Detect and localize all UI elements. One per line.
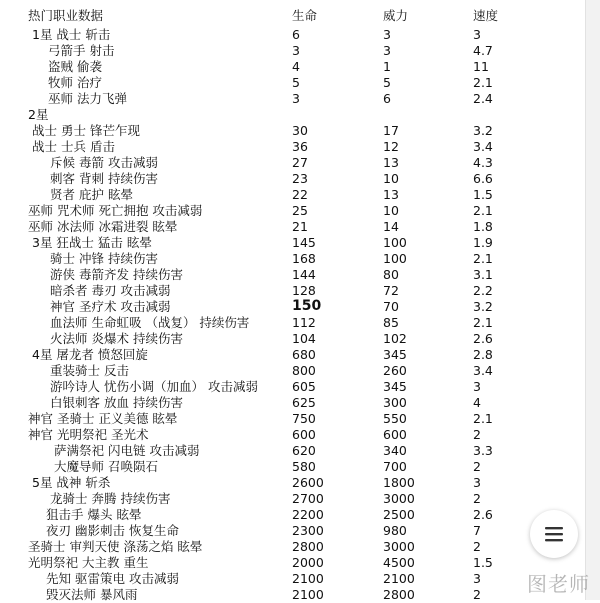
row-speed: 2.6 [473, 331, 493, 346]
row-power: 2500 [383, 507, 415, 522]
row-speed: 2.1 [473, 251, 493, 266]
row-name: 夜刃 幽影刺击 恢复生命 [46, 523, 179, 538]
table-row [0, 43, 600, 59]
row-power: 3 [383, 27, 391, 42]
row-hp: 30 [292, 123, 308, 138]
table-row [0, 555, 600, 571]
row-hp: 21 [292, 219, 308, 234]
row-power: 1800 [383, 475, 415, 490]
row-name: 神官 圣疗术 攻击减弱 [50, 299, 171, 314]
row-hp: 22 [292, 187, 308, 202]
row-hp: 23 [292, 171, 308, 186]
table-row [0, 587, 600, 603]
row-speed: 4.3 [473, 155, 493, 170]
row-name: 游侠 毒箭齐发 持续伤害 [50, 267, 183, 282]
row-speed: 1.5 [473, 187, 493, 202]
row-name: 游吟诗人 忧伤小调（加血） 攻击减弱 [50, 379, 258, 394]
row-hp: 5 [292, 75, 300, 90]
row-speed: 7 [473, 523, 481, 538]
row-name: 巫师 咒术师 死亡拥抱 攻击减弱 [28, 203, 203, 218]
row-name: 白银刺客 放血 持续伤害 [50, 395, 183, 410]
row-power: 100 [383, 235, 407, 250]
table-row [0, 539, 600, 555]
row-speed: 3 [473, 475, 481, 490]
table-row [0, 75, 600, 91]
table-row [0, 523, 600, 539]
row-hp: 25 [292, 203, 308, 218]
table-row [0, 507, 600, 523]
row-name: 重装骑士 反击 [50, 363, 129, 378]
row-speed: 4 [473, 395, 481, 410]
table-row [0, 331, 600, 347]
table-row [0, 315, 600, 331]
row-power: 345 [383, 379, 407, 394]
row-power: 10 [383, 171, 399, 186]
table-row [0, 571, 600, 587]
row-name: 骑士 冲锋 持续伤害 [50, 251, 158, 266]
row-hp: 2200 [292, 507, 324, 522]
row-name: 毁灭法师 暴风雨 [46, 587, 138, 602]
row-speed: 4.7 [473, 43, 493, 58]
row-speed: 6.6 [473, 171, 493, 186]
row-hp: 27 [292, 155, 308, 170]
table-row [0, 219, 600, 235]
row-speed: 2.8 [473, 347, 493, 362]
row-hp: 2000 [292, 555, 324, 570]
table-row [0, 235, 600, 251]
row-power: 13 [383, 187, 399, 202]
row-hp: 112 [292, 315, 316, 330]
row-hp: 605 [292, 379, 316, 394]
row-speed: 2 [473, 539, 481, 554]
row-name: 圣骑士 审判天使 涤荡之焰 眩晕 [28, 539, 203, 554]
row-name: 战士 勇士 锋芒乍现 [32, 123, 140, 138]
row-name: 牧师 治疗 [48, 75, 102, 90]
row-power: 12 [383, 139, 399, 154]
row-name: 先知 驱雷策电 攻击减弱 [46, 571, 179, 586]
row-name: 暗杀者 毒刃 攻击减弱 [50, 283, 171, 298]
header-hp: 生命 [292, 8, 318, 23]
table-row [0, 363, 600, 379]
row-hp: 144 [292, 267, 316, 282]
row-power: 10 [383, 203, 399, 218]
row-name: 5星 战神 斩杀 [32, 475, 111, 490]
row-hp: 600 [292, 427, 316, 442]
table-row [0, 155, 600, 171]
row-speed: 1.5 [473, 555, 493, 570]
table-row [0, 251, 600, 267]
row-power: 13 [383, 155, 399, 170]
row-hp: 3 [292, 43, 300, 58]
row-hp: 620 [292, 443, 316, 458]
row-power: 3000 [383, 539, 415, 554]
row-speed: 3 [473, 27, 481, 42]
table-row [0, 427, 600, 443]
table-row [0, 475, 600, 491]
row-speed: 2.1 [473, 411, 493, 426]
row-hp: 625 [292, 395, 316, 410]
table-row [0, 107, 600, 123]
row-power: 85 [383, 315, 399, 330]
row-name: 神官 圣骑士 正义美德 眩晕 [28, 411, 178, 426]
header-speed: 速度 [473, 8, 499, 23]
row-power: 14 [383, 219, 399, 234]
row-speed: 3 [473, 379, 481, 394]
row-power: 3 [383, 43, 391, 58]
row-power: 2800 [383, 587, 415, 602]
row-hp: 36 [292, 139, 308, 154]
row-hp: 6 [292, 27, 300, 42]
table-row [0, 443, 600, 459]
row-name: 巫师 冰法师 冰霜进裂 眩晕 [28, 219, 178, 234]
row-speed: 3.1 [473, 267, 493, 282]
page-title: 热门职业数据 [28, 8, 104, 23]
table-row [0, 187, 600, 203]
row-hp: 3 [292, 91, 300, 106]
row-hp: 2600 [292, 475, 324, 490]
row-name: 战士 士兵 盾击 [32, 139, 115, 154]
row-name: 刺客 背刺 持续伤害 [50, 171, 158, 186]
row-power: 70 [383, 299, 399, 314]
row-speed: 3 [473, 571, 481, 586]
row-power: 6 [383, 91, 391, 106]
row-speed: 2.1 [473, 203, 493, 218]
row-power: 102 [383, 331, 407, 346]
row-hp: 750 [292, 411, 316, 426]
table-row [0, 283, 600, 299]
row-hp: 680 [292, 347, 316, 362]
menu-button[interactable] [530, 510, 578, 558]
table-row [0, 411, 600, 427]
row-speed: 1.8 [473, 219, 493, 234]
row-speed: 2.4 [473, 91, 493, 106]
table-row [0, 347, 600, 363]
row-name: 狙击手 爆头 眩晕 [46, 507, 142, 522]
row-name: 盗贼 偷袭 [48, 59, 102, 74]
row-hp: 150 [292, 298, 322, 314]
table-row [0, 267, 600, 283]
row-hp: 145 [292, 235, 316, 250]
row-hp: 580 [292, 459, 316, 474]
row-name: 斥候 毒箭 攻击减弱 [50, 155, 158, 170]
row-hp: 104 [292, 331, 316, 346]
table-header [0, 8, 600, 24]
row-power: 100 [383, 251, 407, 266]
row-power: 700 [383, 459, 407, 474]
row-name: 萨满祭祀 闪电链 攻击减弱 [54, 443, 200, 458]
row-name: 光明祭祀 大主教 重生 [28, 555, 149, 570]
row-power: 600 [383, 427, 407, 442]
table-row [0, 395, 600, 411]
scrollbar-track[interactable] [585, 0, 600, 600]
table-row [0, 299, 600, 315]
table-row [0, 491, 600, 507]
row-speed: 1.9 [473, 235, 493, 250]
table-row [0, 27, 600, 43]
row-name: 3星 狂战士 猛击 眩晕 [32, 235, 152, 250]
row-speed: 2 [473, 587, 481, 602]
row-hp: 2100 [292, 587, 324, 602]
row-hp: 128 [292, 283, 316, 298]
table-row [0, 123, 600, 139]
row-name: 4星 屠龙者 愤怒回旋 [32, 347, 148, 362]
row-speed: 3.2 [473, 299, 493, 314]
row-speed: 2.6 [473, 507, 493, 522]
table-row [0, 203, 600, 219]
row-hp: 2800 [292, 539, 324, 554]
row-power: 345 [383, 347, 407, 362]
row-power: 2100 [383, 571, 415, 586]
row-name: 1星 战士 斩击 [32, 27, 111, 42]
table-row [0, 59, 600, 75]
row-speed: 3.2 [473, 123, 493, 138]
watermark: 图老师 [527, 572, 590, 596]
row-speed: 3.4 [473, 139, 493, 154]
table-row [0, 91, 600, 107]
row-power: 1 [383, 59, 391, 74]
row-hp: 4 [292, 59, 300, 74]
row-power: 17 [383, 123, 399, 138]
row-speed: 2.1 [473, 315, 493, 330]
row-speed: 2 [473, 491, 481, 506]
row-power: 80 [383, 267, 399, 282]
row-power: 72 [383, 283, 399, 298]
row-hp: 800 [292, 363, 316, 378]
row-name: 2星 [28, 107, 49, 122]
row-power: 300 [383, 395, 407, 410]
row-name: 贤者 庇护 眩晕 [50, 187, 133, 202]
row-name: 血法师 生命虹吸 （战复） 持续伤害 [50, 315, 250, 330]
row-power: 550 [383, 411, 407, 426]
row-speed: 2 [473, 459, 481, 474]
row-power: 3000 [383, 491, 415, 506]
row-hp: 2100 [292, 571, 324, 586]
table-row [0, 171, 600, 187]
header-power: 威力 [383, 8, 409, 23]
row-name: 神官 光明祭祀 圣光术 [28, 427, 149, 442]
table-row [0, 459, 600, 475]
table-row [0, 139, 600, 155]
row-power: 4500 [383, 555, 415, 570]
row-speed: 11 [473, 59, 489, 74]
row-hp: 168 [292, 251, 316, 266]
row-speed: 2 [473, 427, 481, 442]
row-speed: 3.3 [473, 443, 493, 458]
hamburger-menu-icon [542, 522, 566, 546]
row-power: 260 [383, 363, 407, 378]
row-name: 火法师 炎爆术 持续伤害 [50, 331, 183, 346]
row-hp: 2300 [292, 523, 324, 538]
row-name: 龙骑士 奔腾 持续伤害 [50, 491, 171, 506]
row-hp: 2700 [292, 491, 324, 506]
row-speed: 3.4 [473, 363, 493, 378]
row-speed: 2.1 [473, 75, 493, 90]
row-power: 5 [383, 75, 391, 90]
row-power: 980 [383, 523, 407, 538]
row-name: 巫师 法力飞弹 [48, 91, 127, 106]
table-row [0, 379, 600, 395]
row-name: 大魔导师 召唤陨石 [54, 459, 158, 474]
row-power: 340 [383, 443, 407, 458]
row-speed: 2.2 [473, 283, 493, 298]
row-name: 弓箭手 射击 [48, 43, 115, 58]
